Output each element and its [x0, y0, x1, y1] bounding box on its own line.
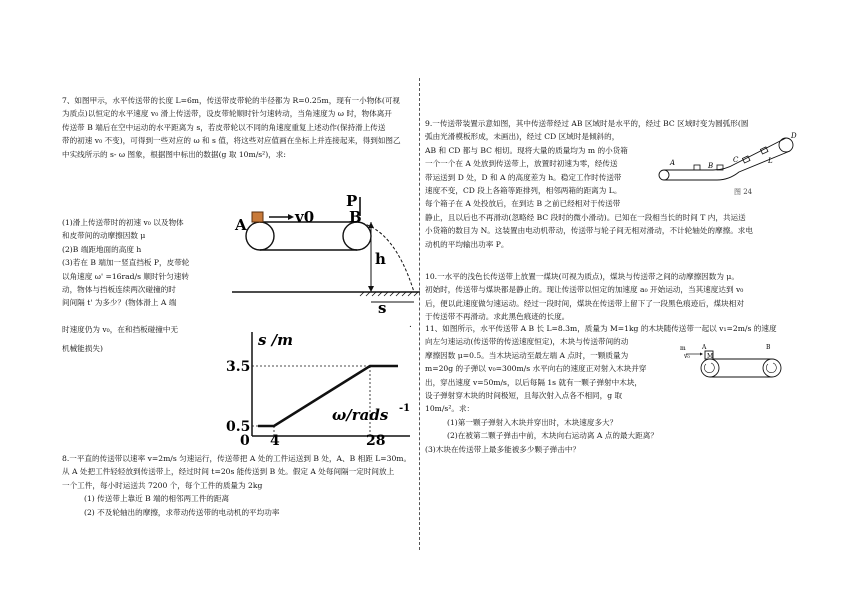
- q7-line: 带的初速 v₀ 不变)，可得到一些对应的 ω 和 s 值，将这些对应值画在坐标上并连接起来，得到如图乙: [62, 136, 401, 146]
- q9-line: 动机的平均输出功率 P。: [425, 239, 509, 249]
- q11-line: 摩擦因数 μ=0.5。当木块运动至最左端 A 点时，一颗质量为: [425, 350, 629, 360]
- belt-lower: [664, 151, 790, 180]
- belt-upper: [664, 138, 786, 170]
- fig24-caption: 图 24: [734, 188, 753, 196]
- question-8-text: [62, 452, 412, 519]
- rotation-arrow-a: [704, 363, 714, 373]
- q8-sub: (2) 不及轮轴出的摩擦，求带动传送带的电动机的平均功率: [84, 507, 280, 517]
- rotation-arrow-b: [766, 363, 776, 373]
- q11-sub: (1)第一颗子弹射入木块并穿出时，木块速度多大？: [447, 417, 618, 427]
- pulley-b: [763, 359, 781, 377]
- q11-line: 向左匀速运动(传送带的传送速度恒定)，木块与传送带间的动: [425, 337, 629, 347]
- label-v0: v0: [295, 208, 315, 226]
- q7-sub: 以角速度 ω' =16rad/s 顺时针匀速转: [62, 271, 189, 281]
- q10-line: 后，便以此速度做匀速运动。经过一段时间，煤块在传送带上留下了一段黑色痕迹后，煤块相对: [425, 298, 744, 308]
- label-h: h: [375, 250, 386, 268]
- q8-line: 8.一平直的传送带以速率 v=2m/s 匀速运行，传送带把 A 处的工件运送到 B 处，A、B 相距 L=30m。: [62, 454, 412, 463]
- q7-sub: 动，物体与挡板连续两次碰撞的时: [62, 285, 176, 295]
- fig24-label-d: D: [791, 132, 797, 140]
- q10-line: 10.一水平的浅色长传送带上放置一煤块(可视为质点)，煤块与传送带之间的动摩擦因数为 μ。: [425, 272, 739, 281]
- x-axis-label: ω/rads: [332, 406, 389, 424]
- fig24-label-l: L: [768, 157, 773, 165]
- q8-line: 从 A 处把工件轻轻放到传送带上，经过时间 t=20s 能传送到 B 处。假定 A 处每间隔一定时间放上: [62, 467, 395, 477]
- q7-sub: 时速度仍为 v₀，在和挡板碰撞中无: [62, 324, 179, 334]
- q9-line: 小货箱的数目为 N。这装置由电动机带动，传送带与轮子间无相对滑动，不计轮轴处的摩擦。求电: [425, 226, 753, 236]
- q10-line: 初始时，传送带与煤块都是静止的。现让传送带以恒定的加速度 a₀ 开始运动，当其速度达到 v₀: [425, 285, 744, 295]
- y-axis-label: s /m: [258, 331, 294, 349]
- fig24-label-b: B: [708, 162, 714, 170]
- label-b: B: [766, 344, 771, 351]
- origin-label: 0: [240, 433, 250, 446]
- fig24-label-a: A: [670, 159, 676, 167]
- q9-line: 一个一个在 A 处放到传送带上，放置时初速为零，经传送: [425, 159, 618, 169]
- q7-line: 中实线所示的 s- ω 图象，根据图中标出的数据(g 取 10m/s²)，求:: [62, 149, 286, 159]
- y-tick-label: 3.5: [226, 359, 251, 375]
- x-tick-label: 4: [270, 433, 280, 446]
- pulley-a: [701, 359, 719, 377]
- label-s: s: [378, 299, 387, 317]
- q9-line: 带运送到 D 处，D 和 A 的高度差为 h。稳定工作时传送带: [425, 172, 622, 182]
- q7-sub: 机械能损失): [62, 344, 103, 354]
- q11-figure: [680, 338, 798, 390]
- q10-line: 于传送带不再滑动。求此黑色痕迹的长度。: [425, 312, 570, 322]
- y-tick-label: 0.5: [226, 419, 251, 435]
- question-7-subquestions: [62, 216, 232, 356]
- label-v0: v₀: [684, 353, 690, 360]
- q11-line: m=20g 的子弹以 v₀=300m/s 水平向右的速度正对射入木块并穿: [425, 364, 647, 374]
- bullet-arrow-head: [700, 353, 703, 356]
- pulley-left: [246, 222, 274, 250]
- q8-sub: (1) 传送带上靠近 B 端的相邻两工件的距离: [84, 494, 230, 504]
- arrow-head: [288, 214, 294, 220]
- q7-sub: (2)B 端距地面的高度 h: [62, 244, 142, 254]
- question-10-text: [425, 270, 803, 324]
- q8-line: 一个工件，每小时运送共 7200 个，每个工件的质量为 2kg: [62, 480, 263, 490]
- q11-line: 设子弹射穿木块的时间极短，且每次射入点各不相同，g 取: [425, 391, 623, 401]
- q11-line: 10m/s²。求：: [425, 404, 475, 414]
- q9-line: 静止，且以后也不再滑动(忽略经 BC 段时的微小滑动)。已知在一段相当长的时间 T 内，共运送: [425, 212, 746, 222]
- q11-sub: (3)木块在传送带上最多能被多少颗子弹击中？: [425, 444, 581, 454]
- s-omega-chart: [226, 328, 412, 446]
- q7-sub: 间间隔 t' 为多少？(物体滑上 A 端: [62, 298, 177, 308]
- q9-line: AB 和 CD 都与 BC 相切。现将大量的质量均为 m 的小货箱: [425, 145, 628, 155]
- h-arrow-down: [368, 286, 374, 292]
- q9-line: 9.一传送带装置示意如图，其中传送带经过 AB 区域时是水平的，经过 BC 区域时变为圆弧形(圆: [425, 119, 749, 128]
- q7-sub: (1)滑上传送带时的初速 v₀ 以及物体: [62, 218, 184, 227]
- pulley-right: [343, 222, 371, 250]
- fig24-label-c: C: [733, 156, 739, 164]
- q9-line: 每个箱子在 A 处投放后，在到达 B 之前已经相对于传送带: [425, 199, 621, 209]
- pulley-a: [659, 170, 669, 180]
- figure-24: [655, 132, 805, 198]
- label-a: A: [702, 344, 707, 351]
- q7-line: 传送带 B 端后在空中运动的水平距离为 s，若皮带轮以不同的角速度重复上述动作(保持滑上传送: [62, 122, 386, 132]
- margin-dot: .: [409, 320, 412, 330]
- q11-sub: (2)在被第二颗子弹击中前，木块向右运动离 A 点的最大距离？: [447, 431, 658, 441]
- q11-line: 11、如图所示，水平传送带 A B 长 L=8.3m，质量为 M=1kg 的木块随传送带一起以 v₁=2m/s 的速度: [425, 324, 777, 333]
- label-m-big: M: [707, 353, 714, 360]
- label-a: A: [235, 216, 247, 234]
- q7-line: 为质点)以恒定的水平速度 v₀ 滑上传送带，设皮带轮顺时针匀速转动，当角速度为 ω 时，物体离开: [62, 109, 392, 119]
- label-p: P: [346, 192, 358, 210]
- x-axis-label-exponent: -1: [399, 403, 411, 414]
- q9-line: 弧由光滑模板形成，未画出)，经过 CD 区域时是倾斜的，: [425, 132, 620, 142]
- column-divider: [419, 78, 420, 550]
- label-b: B: [349, 208, 362, 226]
- block: [252, 212, 263, 222]
- q11-line: 出，穿出速度 v=50m/s，以后每隔 1s 就有一颗子弹射中木块，: [425, 377, 643, 387]
- q7-sub: 和皮带间的动摩擦因数 μ: [62, 231, 146, 241]
- q7-line: 7、如图甲示，水平传送带的长度 L=6m，传送带皮带轮的半径都为 R=0.25m，现有一小物体(可视: [62, 96, 401, 105]
- q9-line: 速度不变，CD 段上各箱等距排列，相邻两箱的距离为 L。: [425, 186, 622, 196]
- conveyor-figure: [232, 192, 420, 317]
- q7-sub: (3)若在 B 端加一竖直挡板 P，皮带轮: [62, 258, 190, 268]
- question-7-text: [62, 94, 412, 161]
- box-1: [694, 165, 700, 170]
- label-m-small: m: [680, 345, 686, 352]
- x-tick-label: 28: [366, 433, 386, 446]
